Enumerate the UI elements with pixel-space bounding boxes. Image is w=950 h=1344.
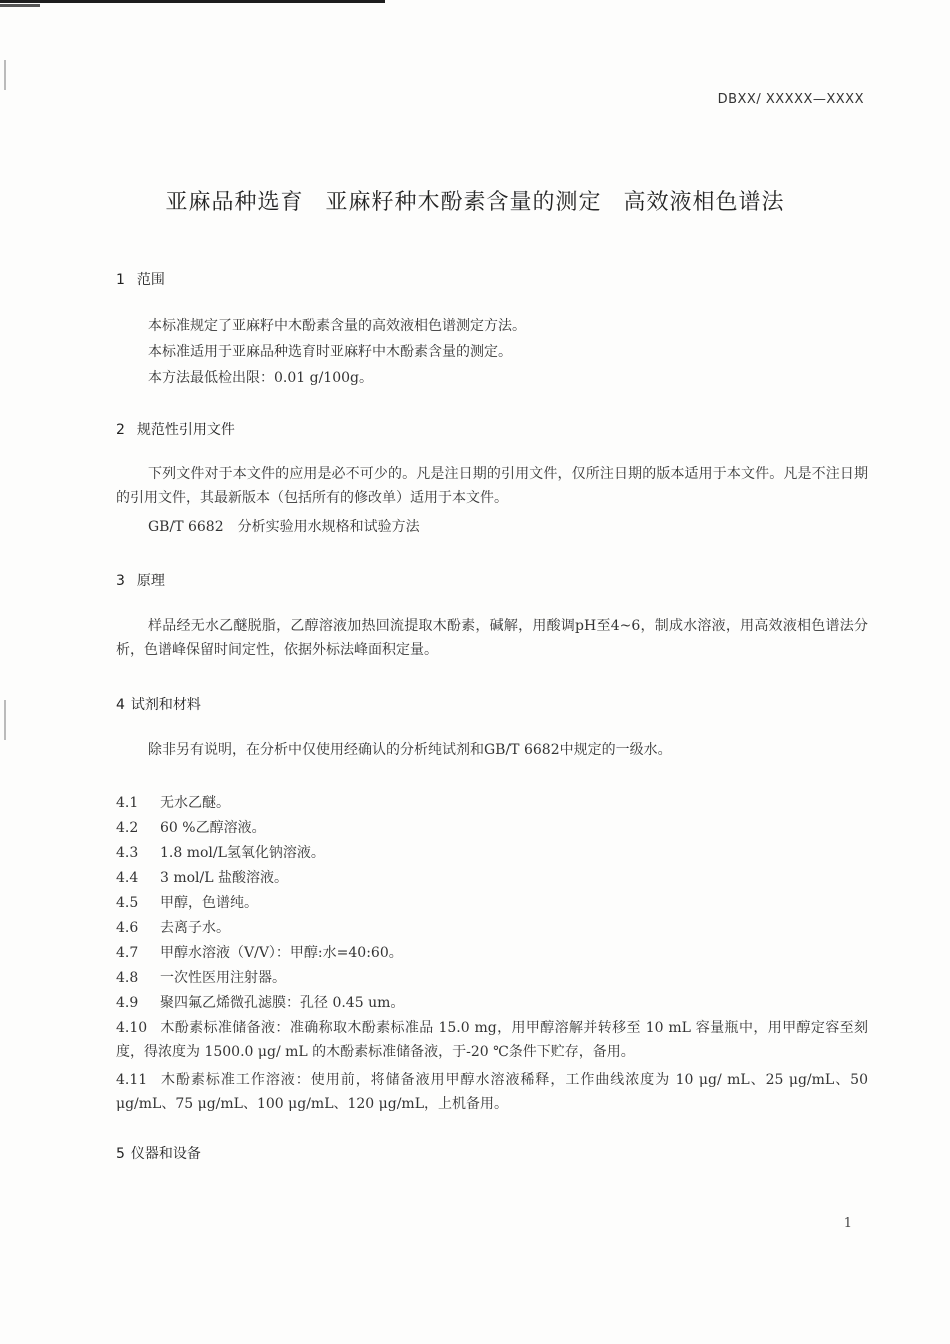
section-1-heading — [116, 269, 165, 289]
item-text: 3 mol/L 盐酸溶液。 — [160, 870, 289, 886]
scan-edge-mark — [0, 0, 385, 3]
item-text: 木酚素标准储备液：准确称取木酚素标准品 15.0 mg，用甲醇溶解并转移至 10 mL 容量瓶中，用甲醇定容至刻度，得浓度为 1500.0 μg/ mL 的木酚素标准储备液，于-20 ℃条件下贮存，备用。 — [116, 1020, 868, 1060]
reagent-item — [116, 791, 868, 815]
item-number: 4.7 — [116, 945, 139, 961]
document-title — [0, 185, 950, 216]
scope-line-1: 本标准规定了亚麻籽中木酚素含量的高效液相色谱测定方法。 — [148, 318, 526, 334]
scan-noise — [4, 60, 6, 90]
reagent-item — [116, 1068, 868, 1116]
reagent-item — [116, 941, 868, 965]
item-number: 4.6 — [116, 920, 139, 936]
section-number: 3 — [116, 573, 125, 589]
item-text: 木酚素标准工作溶液：使用前，将储备液用甲醇水溶液稀释，工作曲线浓度为 10 μg/ mL、25 μg/mL、50 μg/mL、75 μg/mL、100 μg/mL、120 μg/mL，上机备用。 — [116, 1072, 868, 1112]
reagent-item — [116, 816, 868, 840]
item-number: 4.10 — [116, 1020, 148, 1036]
item-number: 4.5 — [116, 895, 139, 911]
item-number: 4.2 — [116, 820, 139, 836]
scan-noise — [4, 700, 6, 740]
item-text: 1.8 mol/L氢氧化钠溶液。 — [160, 845, 325, 861]
item-text: 一次性医用注射器。 — [160, 970, 286, 986]
reagent-item — [116, 916, 868, 940]
page-number: 1 — [843, 1216, 852, 1231]
section-number: 2 — [116, 422, 125, 438]
scan-edge-mark-2 — [0, 4, 40, 7]
section-5-heading — [116, 1143, 201, 1163]
title-part-2: 亚麻籽种木酚素含量的测定 — [325, 190, 602, 215]
item-number: 4.8 — [116, 970, 139, 986]
reagent-item — [116, 966, 868, 990]
item-text: 甲醇，色谱纯。 — [160, 895, 258, 911]
item-text: 甲醇水溶液（V/V）：甲醇:水=40:60。 — [160, 945, 403, 961]
item-text: 无水乙醚。 — [160, 795, 230, 811]
section-number: 5 — [116, 1146, 125, 1162]
section-3-heading — [116, 570, 165, 590]
section-2-heading — [116, 419, 235, 439]
section-4-heading — [116, 694, 201, 714]
principle-paragraph: 样品经无水乙醚脱脂，乙醇溶液加热回流提取木酚素，碱解，用酸调pH至4~6，制成水溶液，用高效液相色谱法分析，色谱峰保留时间定性，依据外标法峰面积定量。 — [116, 618, 868, 658]
item-number: 4.9 — [116, 995, 139, 1011]
section-title: 试剂和材料 — [130, 697, 201, 713]
title-part-1: 亚麻品种选育 — [165, 190, 304, 215]
section-title: 规范性引用文件 — [136, 422, 235, 438]
item-text: 聚四氟乙烯微孔滤膜：孔径 0.45 um。 — [160, 995, 405, 1011]
document-code: DBXX/ XXXXX—XXXX — [717, 92, 864, 107]
section-number: 4 — [116, 697, 125, 713]
scope-line-2: 本标准适用于亚麻品种选育时亚麻籽中木酚素含量的测定。 — [148, 344, 512, 360]
item-text: 60 %乙醇溶液。 — [160, 820, 266, 836]
item-number: 4.3 — [116, 845, 139, 861]
reagent-item — [116, 866, 868, 890]
reagent-item — [116, 991, 868, 1015]
normative-references-paragraph: 下列文件对于本文件的应用是必不可少的。凡是注日期的引用文件，仅所注日期的版本适用于本文件。凡是不注日期的引用文件，其最新版本（包括所有的修改单）适用于本文件。 — [116, 466, 868, 506]
section-number: 1 — [116, 272, 125, 288]
item-number: 4.1 — [116, 795, 139, 811]
title-part-3: 高效液相色谱法 — [623, 190, 785, 215]
scope-line-3: 本方法最低检出限：0.01 g/100g。 — [148, 370, 373, 386]
item-text: 去离子水。 — [160, 920, 230, 936]
item-number: 4.11 — [116, 1072, 148, 1088]
reagent-item — [116, 1016, 868, 1064]
item-number: 4.4 — [116, 870, 139, 886]
section-title: 范围 — [136, 272, 165, 288]
reference-gbt6682: GB/T 6682 分析实验用水规格和试验方法 — [148, 519, 420, 535]
reagent-item — [116, 841, 868, 865]
reagents-intro: 除非另有说明，在分析中仅使用经确认的分析纯试剂和GB/T 6682中规定的一级水。 — [148, 742, 672, 758]
section-title: 原理 — [136, 573, 165, 589]
reagent-item — [116, 891, 868, 915]
section-title: 仪器和设备 — [130, 1146, 201, 1162]
